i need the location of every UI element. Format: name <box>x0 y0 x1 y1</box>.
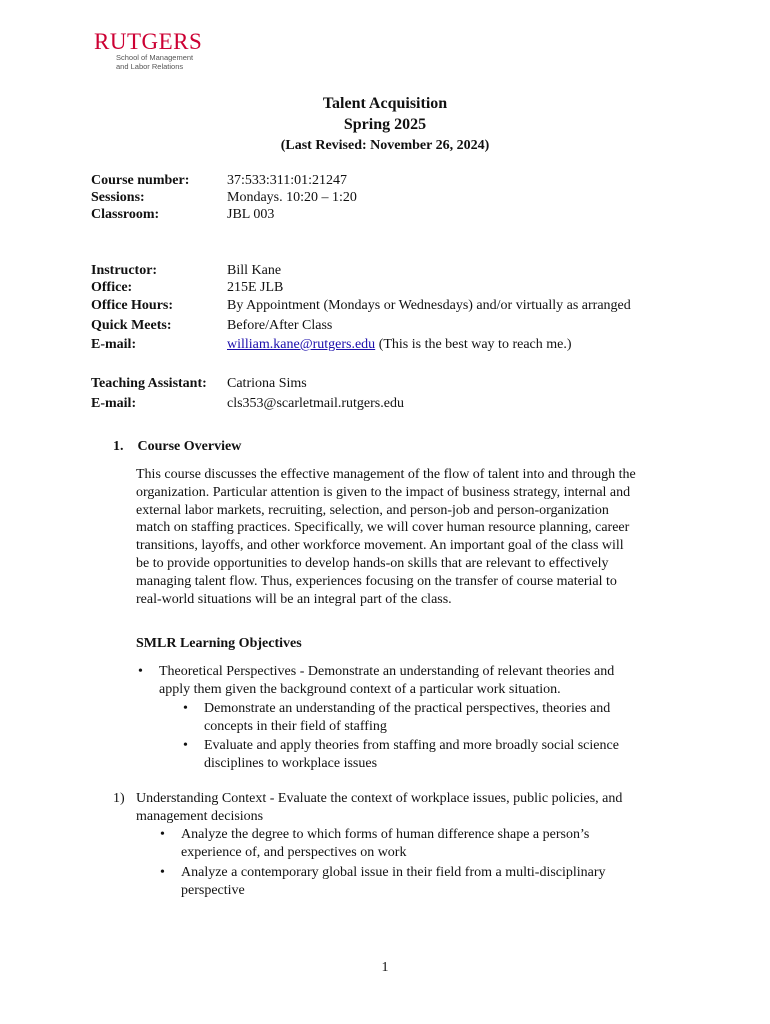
bullet-marker: • <box>183 738 188 753</box>
sub-objective-text: Analyze a contemporary global issue in their field from a multi-disciplinary <box>181 865 606 880</box>
logo-subtitle-1: School of Management <box>116 53 194 62</box>
overview-line: be to provide opportunities to develop hands-on skills that are relevant to effectively <box>136 555 609 571</box>
classroom-label: Classroom: <box>91 207 160 222</box>
objective-text: Theoretical Perspectives - Demonstrate an understanding of relevant theories and <box>159 664 615 679</box>
sessions-row <box>91 189 357 206</box>
instructor-email-note: (This is the best way to reach me.) <box>375 337 572 352</box>
objective-text: apply them given the background context of a particular work situation. <box>159 681 561 697</box>
instructor-email-label: E-mail: <box>91 337 137 352</box>
logo-subtitle-2: and Labor Relations <box>116 62 184 71</box>
course-number-label: Course number: <box>91 173 190 188</box>
sub-objective-text: Analyze the degree to which forms of human difference shape a person’s <box>181 827 590 842</box>
sub-objective-text: disciplines to workplace issues <box>204 755 378 771</box>
office-value: 215E JLB <box>227 280 284 295</box>
ta-email-label: E-mail: <box>91 396 137 411</box>
overview-line: This course discusses the effective management of the flow of talent into and through the <box>136 467 636 482</box>
overview-line: external labor markets, recruiting, selection, and person-job and person-organization <box>136 502 609 518</box>
sub-objective-text: concepts in their field of staffing <box>204 718 387 734</box>
numbered-objective-marker: 1) <box>113 791 125 806</box>
office-hours-label: Office Hours: <box>91 298 174 313</box>
bullet-marker: • <box>160 827 165 842</box>
quick-meets-label: Quick Meets: <box>91 317 172 333</box>
office-hours-value: By Appointment (Mondays or Wednesdays) and/or virtually as arranged <box>227 298 631 313</box>
sub-objective-text: experience of, and perspectives on work <box>181 844 407 860</box>
sub-objective-bullet <box>160 864 671 900</box>
course-overview-paragraph <box>136 466 681 608</box>
bullet-marker: • <box>138 664 143 679</box>
page-number: 1 <box>381 960 389 975</box>
document-term: Spring 2025 <box>343 116 427 133</box>
sub-objective-bullet <box>183 700 674 736</box>
rutgers-logo <box>94 30 202 71</box>
numbered-objective-text: management decisions <box>136 808 264 824</box>
classroom-value: JBL 003 <box>227 207 275 222</box>
instructor-row <box>91 262 631 279</box>
instructor-info-block <box>91 262 631 355</box>
sub-objective-text: Demonstrate an understanding of the practical perspectives, theories and <box>204 701 611 716</box>
numbered-objective <box>136 790 681 826</box>
sub-objective-text: Evaluate and apply theories from staffing and more broadly social science <box>204 738 619 753</box>
numbered-objective-text: Understanding Context - Evaluate the context of workplace issues, public policies, and <box>136 791 623 806</box>
instructor-email-link[interactable]: william.kane@rutgers.edu <box>227 337 376 352</box>
office-label: Office: <box>91 280 133 295</box>
ta-email-row <box>91 394 404 414</box>
course-info-block <box>91 172 357 223</box>
document-title: Talent Acquisition <box>322 95 448 112</box>
overview-line: organization. Particular attention is given to the impact of business strategy, internal and <box>136 484 631 500</box>
sub-objective-bullet <box>183 737 674 773</box>
sessions-label: Sessions: <box>91 190 145 205</box>
revised-date: (Last Revised: November 26, 2024) <box>280 138 490 153</box>
ta-label: Teaching Assistant: <box>91 376 207 391</box>
course-number-row <box>91 172 357 189</box>
quick-meets-row <box>91 316 631 336</box>
sub-objective-text: perspective <box>181 882 245 898</box>
overview-line: transitions, layoffs, and other workforce movement. An important goal of the class will <box>136 538 624 554</box>
sessions-value: Mondays. 10:20 – 1:20 <box>227 190 357 205</box>
sub-objective-bullet <box>160 826 671 862</box>
instructor-label: Instructor: <box>91 263 158 278</box>
logo-wordmark: RUTGERS <box>94 29 203 54</box>
office-hours-row <box>91 296 631 316</box>
course-overview-heading: 1. Course Overview <box>113 439 242 454</box>
classroom-row <box>91 206 357 223</box>
ta-info-block <box>91 374 404 414</box>
overview-line: managing talent flow. Thus, experiences focusing on the transfer of course material to <box>136 573 617 589</box>
ta-email-value: cls353@scarletmail.rutgers.edu <box>227 396 404 411</box>
bullet-marker: • <box>183 701 188 716</box>
objective-bullet <box>138 663 679 699</box>
overview-line: match on staffing practices. Specifically, we will cover human resource planning, career <box>136 520 630 536</box>
bullet-marker: • <box>160 865 165 880</box>
ta-value: Catriona Sims <box>227 376 307 391</box>
instructor-value: Bill Kane <box>227 263 282 278</box>
course-number-value: 37:533:311:01:21247 <box>227 173 348 188</box>
office-row <box>91 279 631 296</box>
ta-row <box>91 374 404 394</box>
instructor-email-row <box>91 335 631 355</box>
quick-meets-value: Before/After Class <box>227 317 333 333</box>
overview-line: real-world situations will be an integral part of the class. <box>136 591 452 607</box>
learning-objectives-heading: SMLR Learning Objectives <box>136 636 302 651</box>
